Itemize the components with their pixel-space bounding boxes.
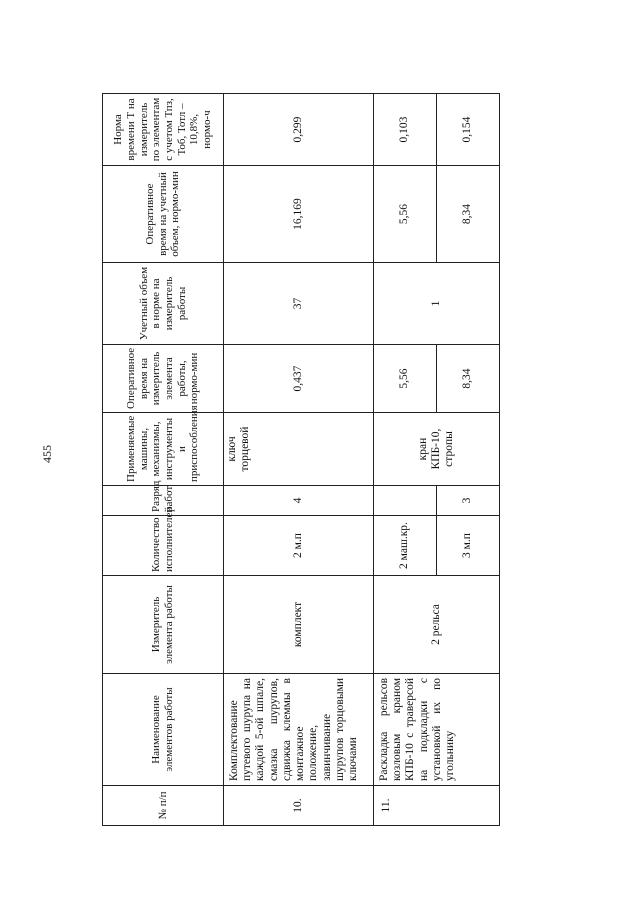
header-volume: Учетный объем в норме на измеритель работы [103,263,224,345]
table-row-11a [374,94,437,826]
row11a-workers: 2 маш.кр. [374,516,437,576]
row10-norm-time: 0,299 [224,94,374,166]
row10-op-time-meter: 0,437 [224,345,374,413]
header-machines: Применяемые машины, механизмы, инструменты и приспособления [103,413,224,486]
work-elements-table-rotated [102,94,494,826]
row11b-workers: 3 м.п [437,516,500,576]
page-number: 455 [40,445,54,463]
row11a-op-time-volume: 5,56 [374,166,437,263]
table-row-10 [224,94,374,826]
row11b-norm-time: 0,154 [437,94,500,166]
row11b-op-time-volume: 8,34 [437,166,500,263]
row10-meter: комплект [224,576,374,674]
header-workers: Количество исполнителей [103,516,224,576]
row11a-norm-time: 0,103 [374,94,437,166]
row10-num: 10. [224,786,374,826]
row10-name: Комплектование путевого шурупа на каждой 5-ой шпале, смазка шурупов, сдвижка клеммы в монтажное положение, завинчивание шурупов торцовыми ключами [224,674,374,786]
header-op-time-meter: Оперативное время на измеритель элемента работы, нормо-мин [103,345,224,413]
row10-workers: 2 м.п [224,516,374,576]
row10-op-time-volume: 16,169 [224,166,374,263]
row10-grade: 4 [224,486,374,516]
header-op-time-volume: Оперативное время на учетный объем, нормо-мин [103,166,224,263]
header-name: Наименование элементов работы [103,674,224,786]
row11-num: 11. [374,786,500,826]
header-meter: Измеритель элемента работы [103,576,224,674]
row11a-grade [374,486,437,516]
row11-name: Раскладка рельсов козловым краном КПБ-10 с траверсой на подкладки с установкой их по угольнику [374,674,500,786]
header-norm-time: Норма времени Т на измеритель по элементам с учетом Тпз, Тоб, Тотл – 10,8%, нормо-ч [103,94,224,166]
row10-machines: ключ торцевой [224,413,374,486]
row11b-grade: 3 [437,486,500,516]
row10-volume: 37 [224,263,374,345]
header-grade: Разряд работ [103,486,224,516]
row11-volume: 1 [374,263,500,345]
header-num: № п/п [103,786,224,826]
row11a-op-time-meter: 5,56 [374,345,437,413]
row11b-op-time-meter: 8,34 [437,345,500,413]
row11-meter: 2 рельса [374,576,500,674]
row11-machines: кран КПБ-10, стропы [374,413,500,486]
work-elements-table [102,93,500,826]
header-row [103,94,224,826]
